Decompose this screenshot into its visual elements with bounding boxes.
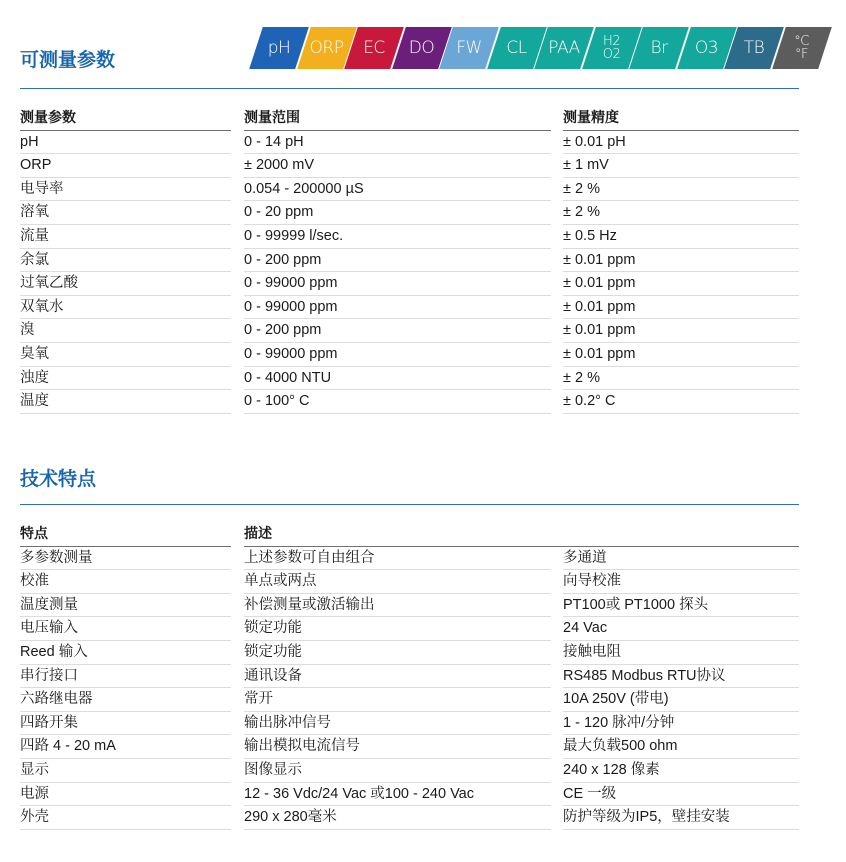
table-cell: 单点或两点 xyxy=(244,570,551,594)
table-cell: 双氧水 xyxy=(20,296,231,320)
table-header-row xyxy=(20,523,799,547)
tile-text: PAA xyxy=(548,38,580,58)
table-cell: 流量 xyxy=(20,225,231,249)
table-cell: 六路继电器 xyxy=(20,688,231,712)
table-header-row xyxy=(20,107,799,131)
tile-label xyxy=(541,27,587,69)
table-cell: 锁定功能 xyxy=(244,617,551,641)
tile-label xyxy=(636,27,682,69)
table-cell: 温度 xyxy=(20,390,231,414)
tile-text: H2 xyxy=(602,34,621,49)
tile-text: DO xyxy=(408,38,435,58)
table-cell: 12 - 36 Vdc/24 Vac 或100 - 240 Vac xyxy=(244,783,551,807)
table-row xyxy=(20,759,799,783)
tile-label xyxy=(494,27,540,69)
table-cell: 余氯 xyxy=(20,249,231,273)
table-row xyxy=(20,547,799,571)
table-cell: 常开 xyxy=(244,688,551,712)
section-title-parameters: 可测量参数 xyxy=(20,49,116,71)
table-cell: 向导校准 xyxy=(563,570,799,594)
section-divider xyxy=(20,88,799,89)
table-cell: 补偿测量或激活输出 xyxy=(244,594,551,618)
table-row xyxy=(20,154,799,178)
table-cell: 浊度 xyxy=(20,367,231,391)
table-row xyxy=(20,594,799,618)
table-cell: 四路 4 - 20 mA xyxy=(20,735,231,759)
table-cell: 多通道 xyxy=(563,547,799,571)
table-cell: ± 0.01 pH xyxy=(563,131,799,155)
table-cell: 0 - 99999 l/sec. xyxy=(244,225,551,249)
table-cell: 0 - 20 ppm xyxy=(244,201,551,225)
table-cell: 显示 xyxy=(20,759,231,783)
header-feature: 特点 xyxy=(20,523,231,547)
header-description: 描述 xyxy=(244,523,799,547)
table-row xyxy=(20,783,799,807)
table-cell: 输出模拟电流信号 xyxy=(244,735,551,759)
table-cell: ± 2 % xyxy=(563,367,799,391)
table-row xyxy=(20,735,799,759)
tile-text: CL xyxy=(506,38,527,58)
table-cell: ± 0.5 Hz xyxy=(563,225,799,249)
section-divider xyxy=(20,504,799,505)
table-row xyxy=(20,806,799,830)
table-cell: 0 - 100° C xyxy=(244,390,551,414)
table-cell: PT100或 PT1000 探头 xyxy=(563,594,799,618)
table-cell: 臭氧 xyxy=(20,343,231,367)
table-cell: ± 0.01 ppm xyxy=(563,272,799,296)
table-cell: 0.054 - 200000 µS xyxy=(244,178,551,202)
tile-label xyxy=(589,27,635,69)
table-cell: 电导率 xyxy=(20,178,231,202)
header-range: 测量范围 xyxy=(244,107,551,131)
table-cell: 锁定功能 xyxy=(244,641,551,665)
tile-text: pH xyxy=(267,38,291,58)
table-cell: 0 - 200 ppm xyxy=(244,249,551,273)
table-cell: 1 - 120 脉冲/分钟 xyxy=(563,712,799,736)
table-cell: ± 0.01 ppm xyxy=(563,249,799,273)
table-row xyxy=(20,131,799,155)
table-cell: 校准 xyxy=(20,570,231,594)
tile-label xyxy=(304,27,350,69)
table-cell: 0 - 99000 ppm xyxy=(244,272,551,296)
table-cell: 0 - 200 ppm xyxy=(244,319,551,343)
table-row xyxy=(20,712,799,736)
table-cell: ± 0.2° C xyxy=(563,390,799,414)
table-cell: ± 1 mV xyxy=(563,154,799,178)
table-cell: 输出脉冲信号 xyxy=(244,712,551,736)
tile-label xyxy=(731,27,777,69)
header-parameter: 测量参数 xyxy=(20,107,231,131)
tile-text: O3 xyxy=(694,38,719,58)
table-cell: 电压输入 xyxy=(20,617,231,641)
features-table xyxy=(20,523,799,830)
table-row xyxy=(20,296,799,320)
table-cell: 温度测量 xyxy=(20,594,231,618)
table-cell: 通讯设备 xyxy=(244,665,551,689)
parameter-tiles xyxy=(246,27,812,69)
parameters-table xyxy=(20,107,799,414)
tile-text: Br xyxy=(650,38,668,58)
table-cell: 上述参数可自由组合 xyxy=(244,547,551,571)
section-title-features: 技术特点 xyxy=(20,468,97,490)
table-row xyxy=(20,319,799,343)
table-row xyxy=(20,688,799,712)
table-cell: 10A 250V (带电) xyxy=(563,688,799,712)
table-cell: 四路开集 xyxy=(20,712,231,736)
tile-text: FW xyxy=(456,38,482,58)
table-cell: 图像显示 xyxy=(244,759,551,783)
table-cell: 防护等级为IP5，壁挂安装 xyxy=(563,806,799,830)
table-row xyxy=(20,343,799,367)
table-cell: 溴 xyxy=(20,319,231,343)
table-cell: 0 - 99000 ppm xyxy=(244,343,551,367)
tile-text: ORP xyxy=(309,38,344,58)
table-cell: 溶氧 xyxy=(20,201,231,225)
table-cell: Reed 输入 xyxy=(20,641,231,665)
table-cell: 最大负载500 ohm xyxy=(563,735,799,759)
tile-label xyxy=(684,27,730,69)
header-accuracy: 测量精度 xyxy=(563,107,799,131)
table-row xyxy=(20,272,799,296)
tile-text-lower: °F xyxy=(795,47,808,62)
table-cell: ± 2 % xyxy=(563,178,799,202)
table-cell: pH xyxy=(20,131,231,155)
table-cell: ± 0.01 ppm xyxy=(563,343,799,367)
tile-label xyxy=(446,27,492,69)
table-cell: ORP xyxy=(20,154,231,178)
table-row xyxy=(20,178,799,202)
tile-text: °C xyxy=(794,34,809,49)
table-row xyxy=(20,390,799,414)
table-cell: 240 x 128 像素 xyxy=(563,759,799,783)
table-row xyxy=(20,617,799,641)
table-cell: 外壳 xyxy=(20,806,231,830)
table-cell: 0 - 99000 ppm xyxy=(244,296,551,320)
table-cell: 电源 xyxy=(20,783,231,807)
table-cell: ± 0.01 ppm xyxy=(563,296,799,320)
tile-label xyxy=(256,27,302,69)
table-cell: ± 2000 mV xyxy=(244,154,551,178)
tile-label xyxy=(351,27,397,69)
table-row xyxy=(20,249,799,273)
table-cell: RS485 Modbus RTU协议 xyxy=(563,665,799,689)
table-cell: 串行接口 xyxy=(20,665,231,689)
table-cell: 0 - 14 pH xyxy=(244,131,551,155)
table-row xyxy=(20,665,799,689)
table-row xyxy=(20,225,799,249)
table-cell: 290 x 280毫米 xyxy=(244,806,551,830)
tile-label xyxy=(779,27,825,69)
table-cell: ± 2 % xyxy=(563,201,799,225)
tile-text: EC xyxy=(363,38,385,58)
table-row xyxy=(20,570,799,594)
tile-text: TB xyxy=(743,38,765,58)
table-cell: CE 一级 xyxy=(563,783,799,807)
table-cell: 多参数测量 xyxy=(20,547,231,571)
table-cell: 接触电阻 xyxy=(563,641,799,665)
table-cell: ± 0.01 ppm xyxy=(563,319,799,343)
tile-label xyxy=(399,27,445,69)
table-row xyxy=(20,201,799,225)
table-cell: 过氧乙酸 xyxy=(20,272,231,296)
table-row xyxy=(20,367,799,391)
table-cell: 0 - 4000 NTU xyxy=(244,367,551,391)
table-row xyxy=(20,641,799,665)
tile-text-lower: O2 xyxy=(602,47,621,62)
table-cell: 24 Vac xyxy=(563,617,799,641)
